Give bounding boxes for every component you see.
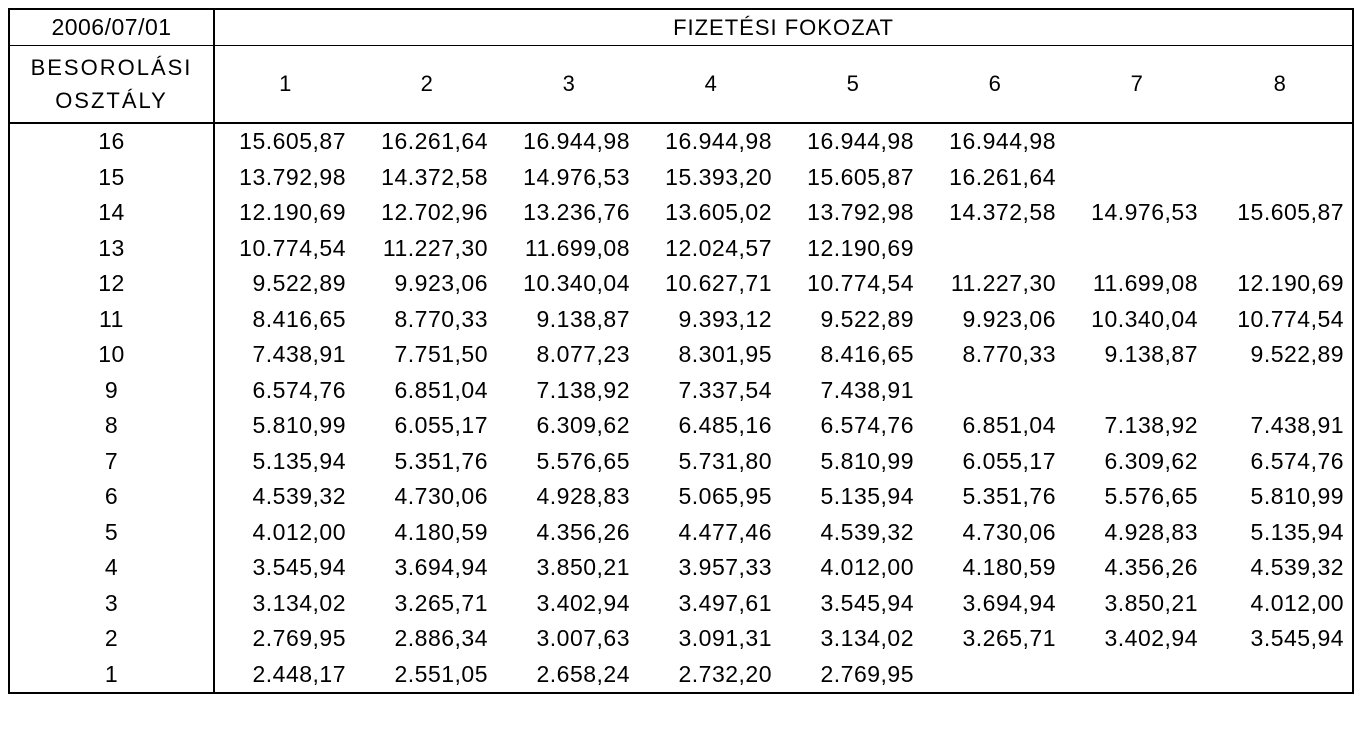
salary-cell bbox=[1208, 123, 1353, 160]
class-label: 5 bbox=[9, 515, 214, 551]
salary-cell: 11.227,30 bbox=[950, 270, 1056, 297]
table-row bbox=[9, 408, 1353, 444]
class-label: 9 bbox=[9, 373, 214, 409]
grade-header-6: 6 bbox=[924, 46, 1066, 124]
class-label: 3 bbox=[9, 586, 214, 622]
salary-cell: 14.976,53 bbox=[523, 163, 630, 190]
salary-cell: 2.886,34 bbox=[394, 625, 488, 652]
header-row-grades bbox=[9, 46, 1353, 124]
table-row bbox=[9, 586, 1353, 622]
salary-cell: 6.574,76 bbox=[252, 376, 346, 403]
salary-cell: 9.522,89 bbox=[1208, 337, 1353, 373]
grade-header-4: 4 bbox=[640, 46, 782, 124]
salary-cell: 8.416,65 bbox=[252, 305, 346, 332]
salary-table-body bbox=[9, 123, 1353, 693]
salary-cell bbox=[1066, 373, 1208, 409]
salary-cell: 12.190,69 bbox=[239, 199, 346, 226]
salary-cell: 3.134,02 bbox=[820, 625, 914, 652]
salary-scale-table bbox=[8, 8, 1354, 694]
salary-cell bbox=[1066, 123, 1208, 160]
salary-cell bbox=[1066, 160, 1208, 196]
class-label: 16 bbox=[9, 123, 214, 160]
salary-cell: 2.551,05 bbox=[356, 657, 498, 694]
salary-cell: 3.091,31 bbox=[678, 625, 772, 652]
salary-cell: 13.792,98 bbox=[807, 199, 914, 226]
salary-cell: 7.138,92 bbox=[1104, 412, 1198, 439]
class-label: 13 bbox=[9, 231, 214, 267]
salary-cell: 5.065,95 bbox=[678, 483, 772, 510]
salary-cell: 5.731,80 bbox=[678, 447, 772, 474]
salary-cell: 9.522,89 bbox=[252, 270, 346, 297]
salary-cell bbox=[1208, 373, 1353, 409]
class-header-line1: BESOROLÁSI bbox=[30, 55, 193, 80]
salary-cell: 3.402,94 bbox=[1104, 625, 1198, 652]
effective-date: 2006/07/01 bbox=[9, 9, 214, 46]
salary-cell: 4.012,00 bbox=[1208, 586, 1353, 622]
salary-cell: 5.135,94 bbox=[820, 483, 914, 510]
salary-cell: 9.393,12 bbox=[678, 305, 772, 332]
salary-cell: 13.792,98 bbox=[239, 163, 346, 190]
table-row bbox=[9, 337, 1353, 373]
salary-cell: 8.770,33 bbox=[394, 305, 488, 332]
salary-cell: 5.810,99 bbox=[1208, 479, 1353, 515]
salary-cell: 3.545,94 bbox=[252, 554, 346, 581]
salary-cell: 7.438,91 bbox=[820, 376, 914, 403]
salary-cell: 3.850,21 bbox=[1104, 589, 1198, 616]
table-row bbox=[9, 302, 1353, 338]
salary-cell: 6.851,04 bbox=[962, 412, 1056, 439]
salary-cell: 6.574,76 bbox=[820, 412, 914, 439]
salary-cell: 16.261,64 bbox=[381, 128, 488, 155]
salary-cell: 6.574,76 bbox=[1208, 444, 1353, 480]
salary-cell: 7.438,91 bbox=[252, 341, 346, 368]
salary-cell: 4.012,00 bbox=[820, 554, 914, 581]
salary-cell: 12.190,69 bbox=[1208, 266, 1353, 302]
salary-cell bbox=[1208, 160, 1353, 196]
salary-cell: 4.477,46 bbox=[678, 518, 772, 545]
class-label: 2 bbox=[9, 621, 214, 657]
salary-cell: 10.774,54 bbox=[239, 234, 346, 261]
salary-cell: 3.134,02 bbox=[252, 589, 346, 616]
salary-cell: 5.810,99 bbox=[252, 412, 346, 439]
salary-cell: 4.180,59 bbox=[394, 518, 488, 545]
salary-cell: 6.309,62 bbox=[1104, 447, 1198, 474]
salary-cell: 2.769,95 bbox=[782, 657, 924, 694]
salary-cell bbox=[1208, 231, 1353, 267]
table-row bbox=[9, 123, 1353, 160]
salary-cell: 4.539,32 bbox=[252, 483, 346, 510]
salary-cell: 10.340,04 bbox=[1091, 305, 1198, 332]
salary-cell: 5.135,94 bbox=[252, 447, 346, 474]
salary-cell: 10.627,71 bbox=[665, 270, 772, 297]
salary-cell: 14.372,58 bbox=[381, 163, 488, 190]
class-label: 15 bbox=[9, 160, 214, 196]
salary-cell: 10.340,04 bbox=[523, 270, 630, 297]
class-column-header bbox=[9, 46, 214, 124]
class-label: 10 bbox=[9, 337, 214, 373]
table-row bbox=[9, 657, 1353, 694]
salary-cell: 11.699,08 bbox=[524, 234, 630, 261]
grade-header-5: 5 bbox=[782, 46, 924, 124]
class-header-line2: OSZTÁLY bbox=[55, 88, 168, 113]
grade-header-2: 2 bbox=[356, 46, 498, 124]
salary-cell: 5.135,94 bbox=[1208, 515, 1353, 551]
class-label: 1 bbox=[9, 657, 214, 694]
salary-cell bbox=[1066, 231, 1208, 267]
salary-cell bbox=[1208, 657, 1353, 694]
salary-cell: 8.077,23 bbox=[536, 341, 630, 368]
salary-cell: 3.694,94 bbox=[962, 589, 1056, 616]
salary-cell: 9.923,06 bbox=[962, 305, 1056, 332]
salary-cell: 6.309,62 bbox=[536, 412, 630, 439]
salary-cell: 9.923,06 bbox=[394, 270, 488, 297]
salary-cell: 3.957,33 bbox=[678, 554, 772, 581]
table-row bbox=[9, 195, 1353, 231]
salary-cell bbox=[1066, 657, 1208, 694]
class-label: 12 bbox=[9, 266, 214, 302]
salary-cell: 16.944,98 bbox=[807, 128, 914, 155]
salary-cell: 3.545,94 bbox=[1208, 621, 1353, 657]
salary-cell: 8.301,95 bbox=[678, 341, 772, 368]
salary-cell: 3.402,94 bbox=[536, 589, 630, 616]
class-label: 11 bbox=[9, 302, 214, 338]
class-label: 6 bbox=[9, 479, 214, 515]
salary-cell: 5.351,76 bbox=[962, 483, 1056, 510]
salary-cell: 16.944,98 bbox=[665, 128, 772, 155]
salary-cell: 5.576,65 bbox=[536, 447, 630, 474]
salary-cell: 13.605,02 bbox=[665, 199, 772, 226]
class-label: 4 bbox=[9, 550, 214, 586]
salary-cell: 9.138,87 bbox=[536, 305, 630, 332]
salary-cell: 7.438,91 bbox=[1208, 408, 1353, 444]
salary-cell: 4.539,32 bbox=[1208, 550, 1353, 586]
salary-cell: 4.730,06 bbox=[394, 483, 488, 510]
grade-header-8: 8 bbox=[1208, 46, 1353, 124]
salary-cell: 8.770,33 bbox=[962, 341, 1056, 368]
salary-cell: 4.730,06 bbox=[962, 518, 1056, 545]
salary-cell: 3.265,71 bbox=[962, 625, 1056, 652]
table-row bbox=[9, 266, 1353, 302]
salary-cell: 9.138,87 bbox=[1104, 341, 1198, 368]
grade-header-1: 1 bbox=[214, 46, 356, 124]
table-row bbox=[9, 550, 1353, 586]
salary-cell bbox=[924, 657, 1066, 694]
salary-cell: 16.944,98 bbox=[949, 128, 1056, 155]
salary-cell bbox=[924, 373, 1066, 409]
salary-cell: 4.539,32 bbox=[820, 518, 914, 545]
salary-cell: 12.702,96 bbox=[381, 199, 488, 226]
salary-cell: 13.236,76 bbox=[523, 199, 630, 226]
salary-cell: 5.810,99 bbox=[820, 447, 914, 474]
salary-cell: 14.372,58 bbox=[949, 199, 1056, 226]
salary-cell: 10.774,54 bbox=[807, 270, 914, 297]
salary-cell: 7.337,54 bbox=[678, 376, 772, 403]
salary-cell: 2.658,24 bbox=[498, 657, 640, 694]
salary-cell: 6.485,16 bbox=[678, 412, 772, 439]
class-label: 8 bbox=[9, 408, 214, 444]
table-row bbox=[9, 231, 1353, 267]
class-label: 7 bbox=[9, 444, 214, 480]
salary-cell: 3.497,61 bbox=[678, 589, 772, 616]
salary-cell: 11.227,30 bbox=[382, 234, 488, 261]
salary-cell: 4.356,26 bbox=[1104, 554, 1198, 581]
salary-cell: 7.138,92 bbox=[536, 376, 630, 403]
salary-cell: 16.944,98 bbox=[523, 128, 630, 155]
class-label: 14 bbox=[9, 195, 214, 231]
salary-cell: 12.024,57 bbox=[665, 234, 772, 261]
grade-header-3: 3 bbox=[498, 46, 640, 124]
salary-cell: 3.265,71 bbox=[394, 589, 488, 616]
salary-cell: 10.774,54 bbox=[1208, 302, 1353, 338]
salary-cell: 15.605,87 bbox=[1208, 195, 1353, 231]
salary-cell: 6.851,04 bbox=[394, 376, 488, 403]
salary-cell: 3.007,63 bbox=[536, 625, 630, 652]
salary-cell: 5.351,76 bbox=[394, 447, 488, 474]
salary-cell: 6.055,17 bbox=[394, 412, 488, 439]
salary-cell: 12.190,69 bbox=[807, 234, 914, 261]
salary-cell: 3.545,94 bbox=[820, 589, 914, 616]
salary-cell: 2.448,17 bbox=[214, 657, 356, 694]
salary-cell: 15.605,87 bbox=[239, 128, 346, 155]
salary-cell: 3.850,21 bbox=[536, 554, 630, 581]
table-row bbox=[9, 515, 1353, 551]
salary-cell: 4.928,83 bbox=[536, 483, 630, 510]
salary-cell: 4.928,83 bbox=[1104, 518, 1198, 545]
salary-cell: 15.393,20 bbox=[665, 163, 772, 190]
salary-cell: 14.976,53 bbox=[1091, 199, 1198, 226]
salary-cell: 16.261,64 bbox=[949, 163, 1056, 190]
grade-group-title: FIZETÉSI FOKOZAT bbox=[214, 9, 1353, 46]
table-row bbox=[9, 621, 1353, 657]
header-row-top bbox=[9, 9, 1353, 46]
salary-cell: 6.055,17 bbox=[962, 447, 1056, 474]
salary-cell bbox=[924, 231, 1066, 267]
salary-cell: 2.769,95 bbox=[252, 625, 346, 652]
salary-cell: 15.605,87 bbox=[807, 163, 914, 190]
salary-cell: 4.012,00 bbox=[252, 518, 346, 545]
table-row bbox=[9, 479, 1353, 515]
salary-cell: 2.732,20 bbox=[640, 657, 782, 694]
salary-cell: 4.356,26 bbox=[536, 518, 630, 545]
salary-cell: 4.180,59 bbox=[962, 554, 1056, 581]
table-row bbox=[9, 444, 1353, 480]
salary-cell: 5.576,65 bbox=[1104, 483, 1198, 510]
salary-cell: 9.522,89 bbox=[820, 305, 914, 332]
salary-cell: 7.751,50 bbox=[394, 341, 488, 368]
salary-cell: 11.699,08 bbox=[1092, 270, 1198, 297]
table-row bbox=[9, 160, 1353, 196]
salary-cell: 8.416,65 bbox=[820, 341, 914, 368]
table-row bbox=[9, 373, 1353, 409]
salary-cell: 3.694,94 bbox=[394, 554, 488, 581]
grade-header-7: 7 bbox=[1066, 46, 1208, 124]
